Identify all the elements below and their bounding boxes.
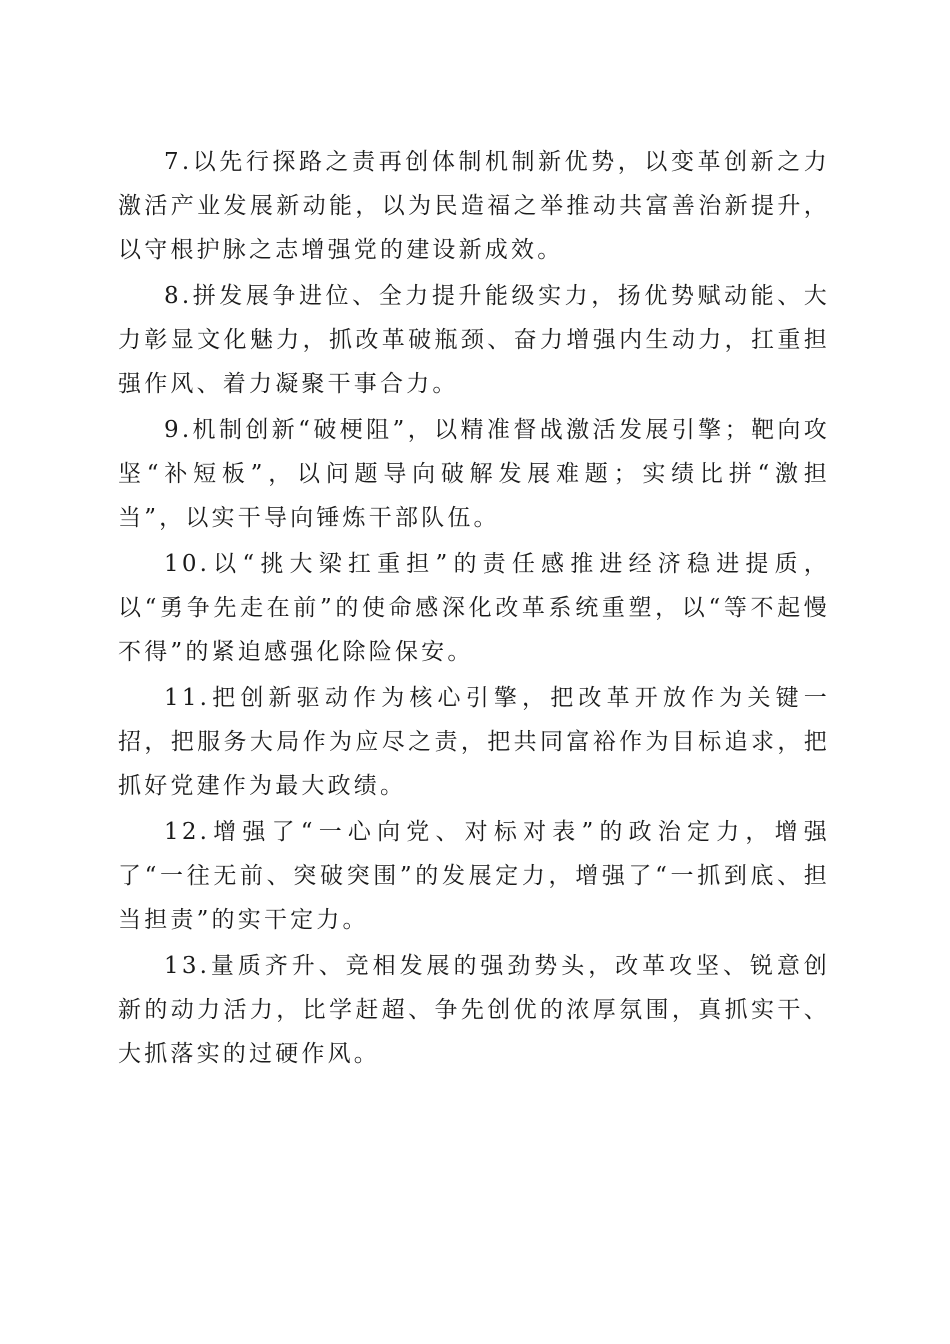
document-body xyxy=(118,140,830,1078)
paragraph-10: 10.以“挑大梁扛重担”的责任感推进经济稳进提质，以“勇争先走在前”的使命感深化改革系统重塑，以“等不起慢不得”的紧迫感强化除险保安。 xyxy=(118,551,830,665)
paragraph-8: 8.拼发展争进位、全力提升能级实力，扬优势赋动能、大力彰显文化魅力，抓改革破瓶颈、奋力增强内生动力，扛重担强作风、着力凝聚干事合力。 xyxy=(118,283,830,397)
paragraph-11: 11.把创新驱动作为核心引擎，把改革开放作为关键一招，把服务大局作为应尽之责，把共同富裕作为目标追求，把抓好党建作为最大政绩。 xyxy=(118,685,830,799)
paragraph-7: 7.以先行探路之责再创体制机制新优势，以变革创新之力激活产业发展新动能，以为民造福之举推动共富善治新提升，以守根护脉之志增强党的建设新成效。 xyxy=(118,149,830,263)
paragraph-9: 9.机制创新“破梗阻”，以精准督战激活发展引擎；靶向攻坚“补短板”，以问题导向破解发展难题；实绩比拼“激担当”，以实干导向锤炼干部队伍。 xyxy=(118,417,830,531)
paragraph-13: 13.量质齐升、竞相发展的强劲势头，改革攻坚、锐意创新的动力活力，比学赶超、争先创优的浓厚氛围，真抓实干、大抓落实的过硬作风。 xyxy=(118,953,830,1067)
paragraph-12: 12.增强了“一心向党、对标对表”的政治定力，增强了“一往无前、突破突围”的发展定力，增强了“一抓到底、担当担责”的实干定力。 xyxy=(118,819,830,933)
